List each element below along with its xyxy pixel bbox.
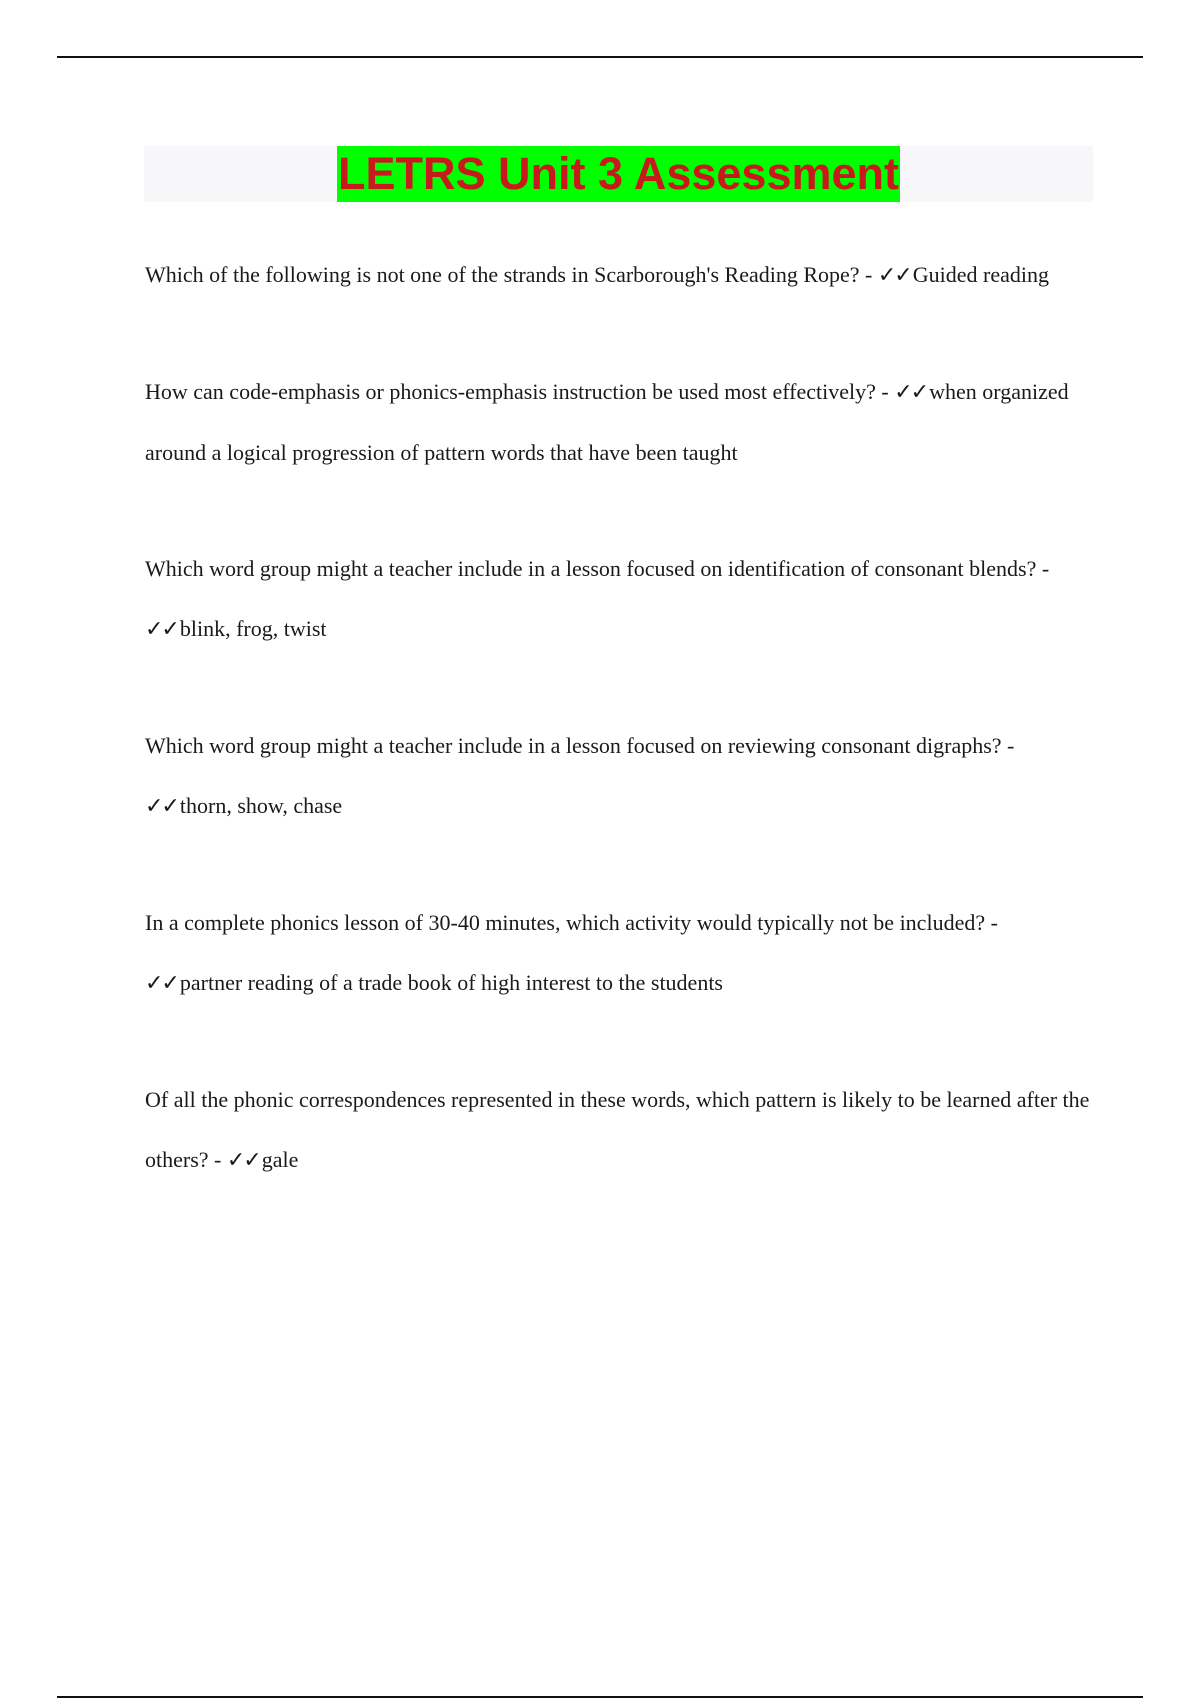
qa-item bbox=[145, 539, 1095, 660]
question-text: In a complete phonics lesson of 30-40 minutes, which activity would typically not be included? - bbox=[145, 910, 998, 935]
question-text: Which word group might a teacher include in a lesson focused on identification of consonant blends? - bbox=[145, 556, 1050, 581]
answer-text: Guided reading bbox=[912, 262, 1049, 287]
answer-text: partner reading of a trade book of high interest to the students bbox=[179, 970, 723, 995]
answer-text: when organized around a logical progression of pattern words that have been taught bbox=[145, 379, 1069, 465]
document-title: LETRS Unit 3 Assessment bbox=[337, 146, 900, 202]
qa-item bbox=[145, 893, 1095, 1014]
double-check-icon: ✓✓ bbox=[145, 794, 178, 819]
title-band bbox=[144, 146, 1093, 202]
double-check-icon: ✓✓ bbox=[877, 263, 911, 288]
qa-item bbox=[145, 362, 1095, 483]
top-rule bbox=[57, 56, 1143, 58]
question-text: Which of the following is not one of the strands in Scarborough's Reading Rope? - bbox=[145, 262, 878, 287]
qa-item bbox=[145, 716, 1095, 837]
double-check-icon: ✓✓ bbox=[894, 380, 928, 405]
answer-text: gale bbox=[261, 1147, 299, 1172]
qa-item bbox=[145, 1070, 1095, 1191]
question-text: Which word group might a teacher include in a lesson focused on reviewing consonant digraphs? - bbox=[145, 733, 1015, 758]
answer-text: thorn, show, chase bbox=[179, 793, 343, 818]
answer-text: blink, frog, twist bbox=[179, 616, 327, 641]
question-text: How can code-emphasis or phonics-emphasis instruction be used most effectively? - bbox=[145, 379, 895, 404]
double-check-icon: ✓✓ bbox=[226, 1148, 260, 1173]
qa-item bbox=[145, 245, 1095, 306]
double-check-icon: ✓✓ bbox=[145, 971, 178, 996]
double-check-icon: ✓✓ bbox=[145, 617, 178, 642]
question-list bbox=[145, 245, 1095, 1191]
question-text: Of all the phonic correspondences represented in these words, which pattern is likely to be learned after the others? - bbox=[145, 1087, 1090, 1172]
bottom-rule bbox=[57, 1696, 1143, 1698]
